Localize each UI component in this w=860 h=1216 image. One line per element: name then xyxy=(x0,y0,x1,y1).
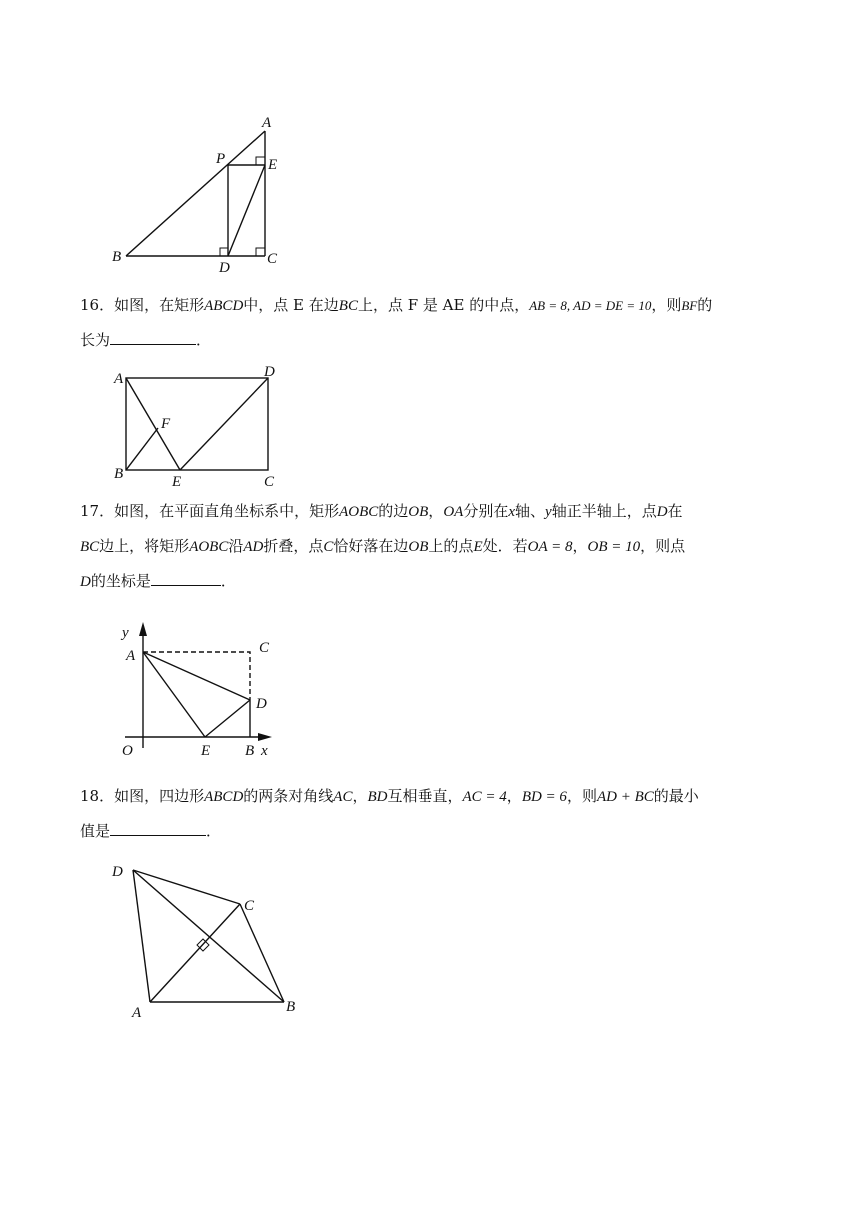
question-18: 18．如图，四边形ABCD的两条对角线AC，BD互相垂直，AC = 4，BD = 6，则AD + BC的最小 值是 ． xyxy=(80,787,699,840)
label-c: C xyxy=(267,251,278,267)
label-x: x xyxy=(261,743,268,759)
label-a: A xyxy=(114,371,124,387)
question-17: 17．如图，在平面直角坐标系中，矩形AOBC的边OB，OA分别在x轴、y轴正半轴上，点D在 BC边上，将矩形AOBC沿AD折叠，点C恰好落在边OB上的点E处．若OA = 8，OB = 10，则点 D的坐标是 ． xyxy=(80,502,686,590)
label-a: A xyxy=(262,115,272,131)
label-a: A xyxy=(126,648,136,664)
label-b: B xyxy=(112,249,122,265)
label-b: B xyxy=(245,743,255,759)
label-o: O xyxy=(122,743,133,759)
label-d: D xyxy=(256,696,267,712)
label-c: C xyxy=(264,474,275,490)
label-d: D xyxy=(264,364,275,380)
label-e: E xyxy=(201,743,211,759)
label-a: A xyxy=(132,1005,142,1021)
label-f: F xyxy=(161,416,171,432)
label-d: D xyxy=(112,864,123,880)
label-b: B xyxy=(286,999,296,1015)
label-e: E xyxy=(172,474,182,490)
label-e: E xyxy=(268,157,278,173)
label-y: y xyxy=(122,625,129,641)
label-p: P xyxy=(216,151,226,167)
question-16: 16．如图，在矩形ABCD中，点 E 在边BC上，点 F 是 AE 的中点，AB = 8, AD = DE = 10，则BF的 长为 ． xyxy=(80,296,713,349)
label-d: D xyxy=(219,260,230,276)
label-c: C xyxy=(244,898,255,914)
label-c: C xyxy=(259,640,270,656)
label-b: B xyxy=(114,466,124,482)
